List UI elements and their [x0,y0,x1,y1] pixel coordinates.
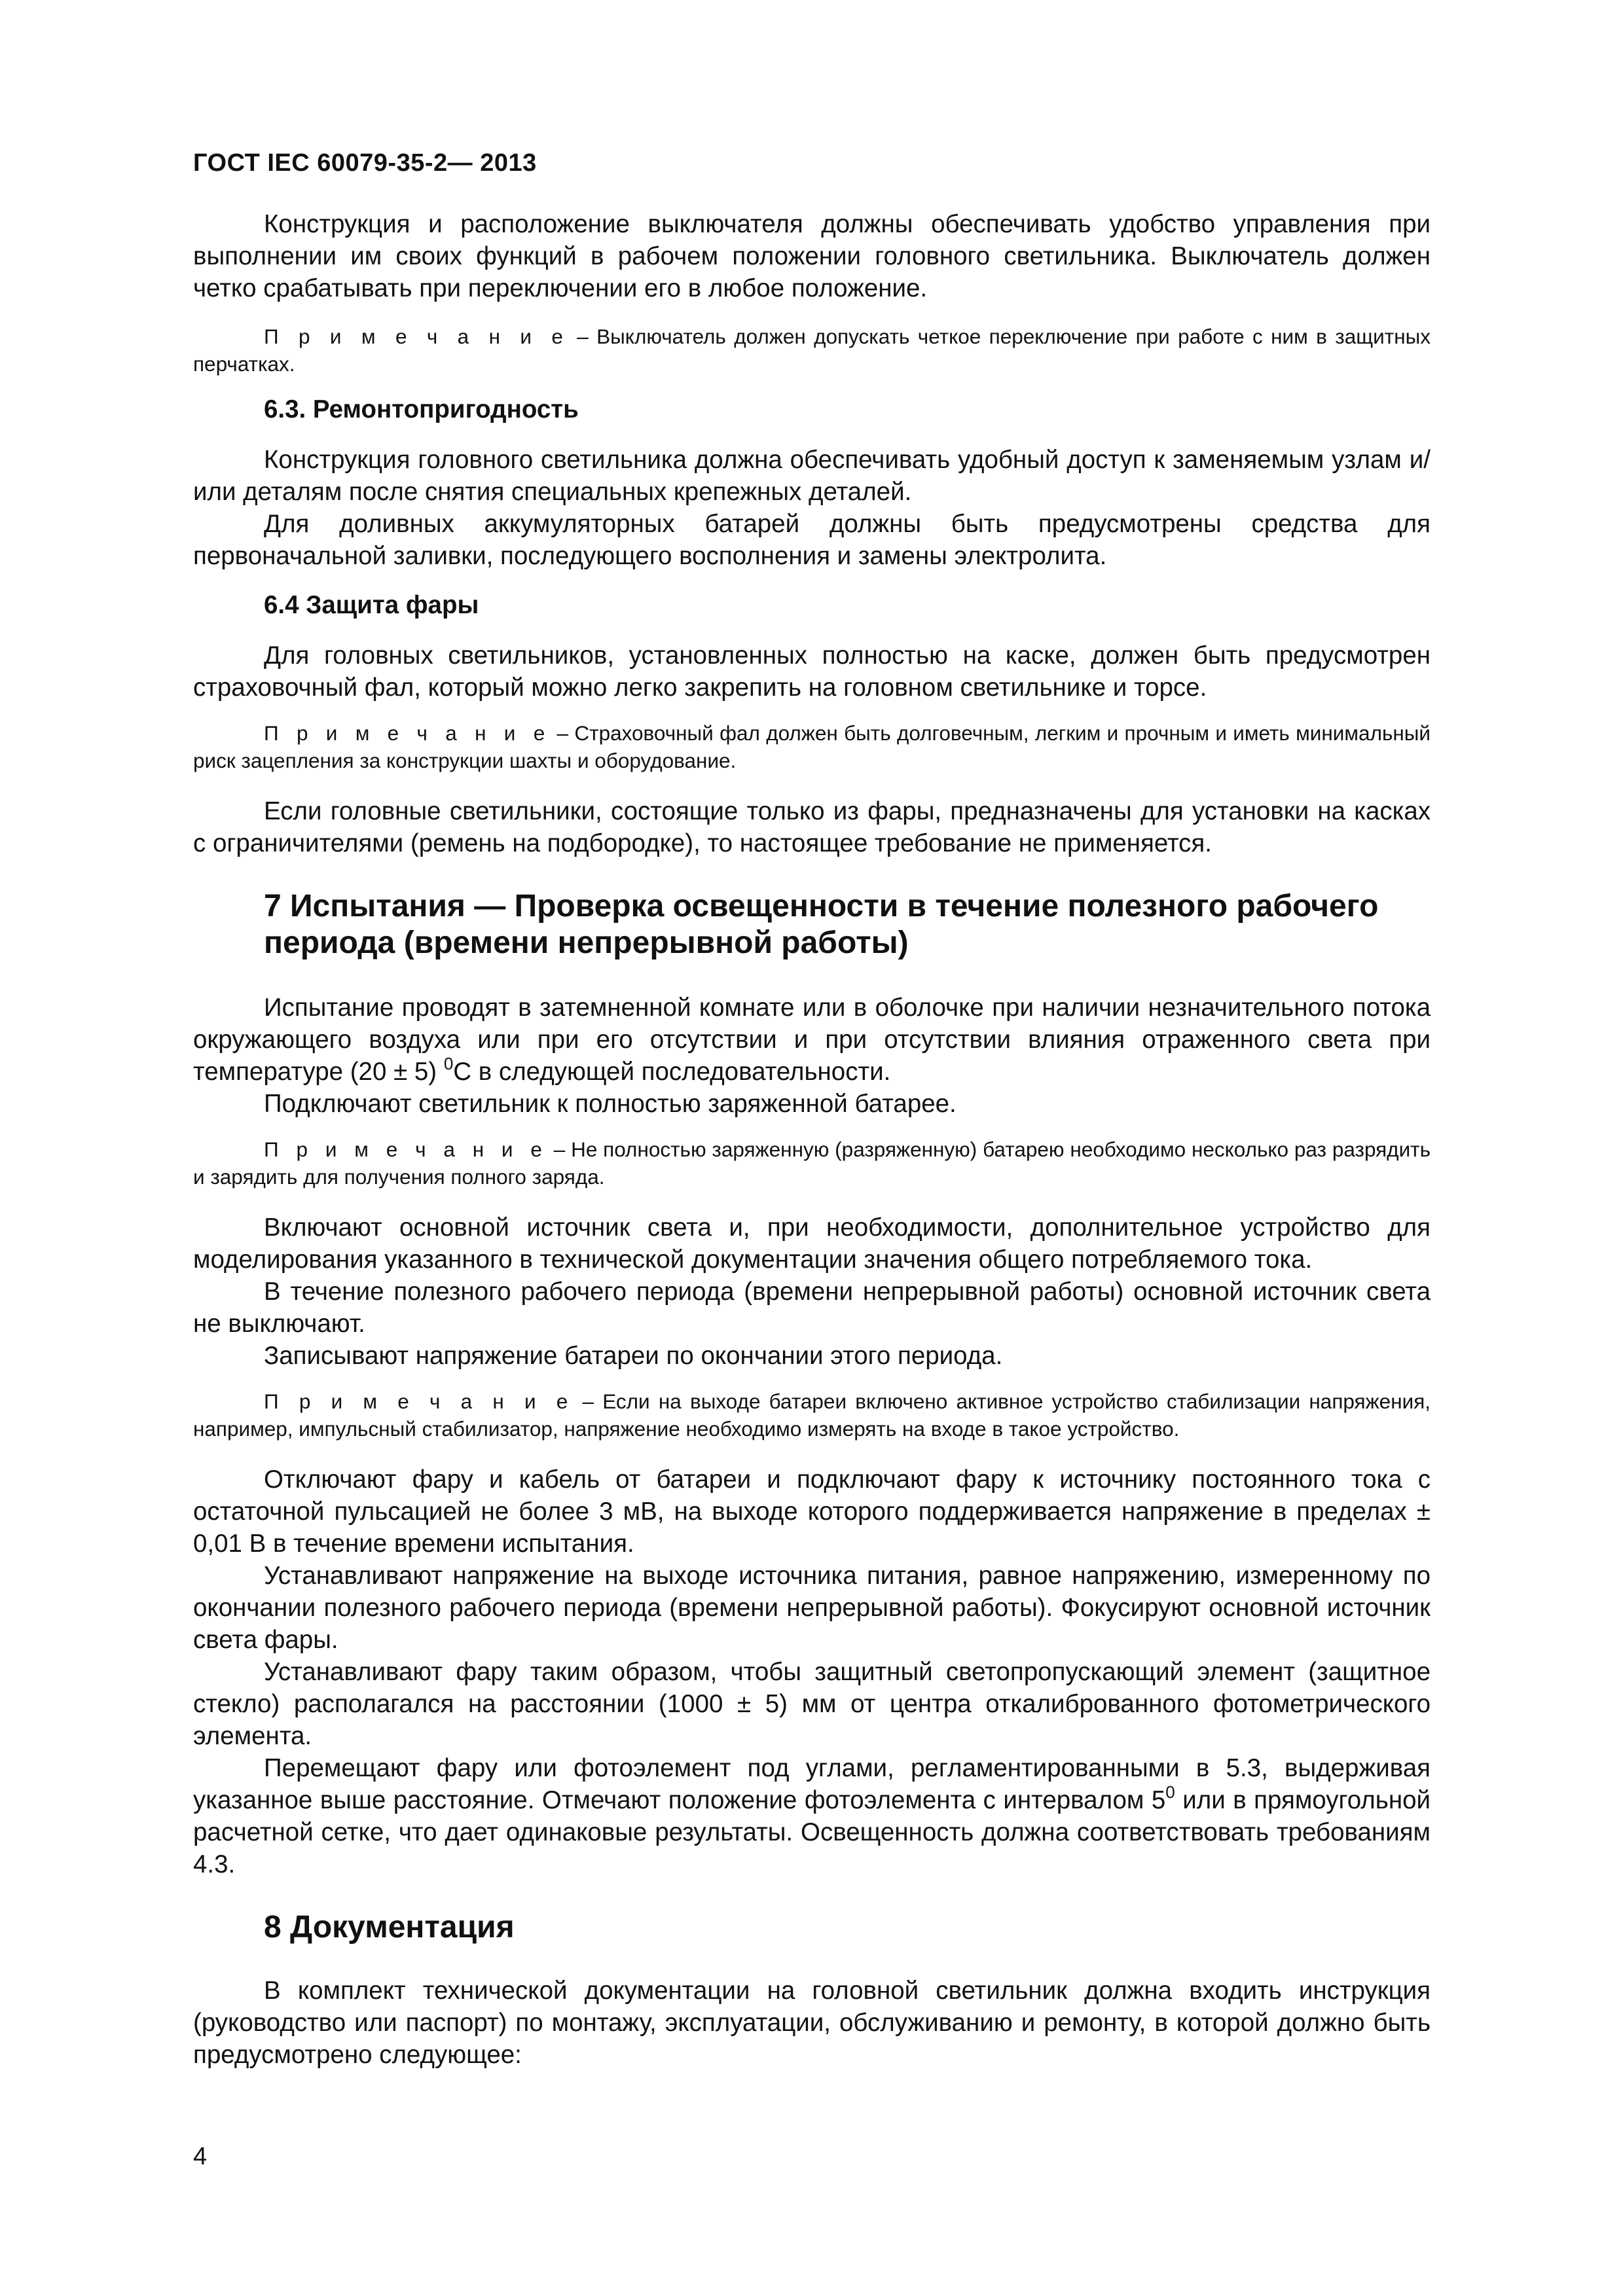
body-paragraph [193,1463,1431,1560]
block-text: Устанавливают напряжение на выходе источника питания, равное напряжению, измеренному по окончании полезного рабочего периода (времени непрерывной работы). Фокусируют основной источник света фары. [193,1562,1431,1654]
section-heading [193,888,1431,961]
subsection-heading [193,589,1431,621]
body-paragraph [193,1975,1431,2071]
block-text: 6.3. Ремонтопригодность [264,395,579,423]
note-label: П р и м е ч а н и е [264,325,569,348]
block-text: Если головные светильники, состоящие только из фары, предназначены для установки на касках с ограничителями (ремень на подбородке), то настоящее требование не применяется. [193,797,1431,857]
body-paragraph [193,1276,1431,1340]
note-label: П р и м е ч а н и е [264,1138,548,1161]
block-text-after: или в прямоугольной расчетной сетке, что дает одинаковые результаты. Освещенность должна соответствовать требованиям 4.3. [193,1786,1431,1878]
page-number: 4 [193,2143,208,2170]
body-paragraph [193,639,1431,704]
note-label: П р и м е ч а н и е [264,1390,574,1413]
body-paragraph [193,1752,1431,1880]
document-body [193,208,1431,2071]
block-text: Включают основной источник света и, при необходимости, дополнительное устройство для моделирования указанного в технической документации значения общего потребляемого тока. [193,1213,1431,1274]
body-paragraph [193,1656,1431,1752]
body-paragraph [193,208,1431,304]
section-heading [193,1909,1431,1946]
subsection-heading [193,393,1431,425]
block-text: – Если на выходе батареи включено активное устройство стабилизации напряжения, например, импульсный стабилизатор, напряжение необходимо измерять на входе в такое устройство. [193,1390,1431,1441]
block-text: Устанавливают фару таким образом, чтобы защитный светопропускающий элемент (защитное стекло) располагался на расстоянии (1000 ± 5) мм от центра откалиброванного фотометрического элемента. [193,1658,1431,1750]
body-paragraph [193,1560,1431,1656]
block-text-after: С в следующей последовательности. [453,1058,891,1086]
note-paragraph [193,719,1431,774]
block-text: 6.4 Защита фары [264,591,479,619]
body-paragraph [193,795,1431,859]
block-text: Отключают фару и кабель от батареи и подключают фару к источнику постоянного тока с остаточной пульсацией не более 3 мВ, на выходе которого поддерживается напряжение в пределах ± 0,01 В в течение времени испытания. [193,1465,1431,1558]
block-text: Для доливных аккумуляторных батарей должны быть предусмотрены средства для первоначальной заливки, последующего восполнения и замены электролита. [193,510,1431,570]
block-text: 7 Испытания — Проверка освещенности в течение полезного рабочего периода (времени непрерывной работы) [264,889,1379,960]
body-paragraph [193,444,1431,508]
body-paragraph [193,992,1431,1088]
body-paragraph [193,1088,1431,1120]
block-text: Конструкция и расположение выключателя должны обеспечивать удобство управления при выполнении им своих функций в рабочем положении головного светильника. Выключатель должен четко срабатывать при переключении его в любое положение. [193,210,1431,302]
document-header: ГОСТ IEC 60079-35-2— 2013 [193,149,537,177]
block-text: Перемещают фару или фотоэлемент под углами, регламентированными в 5.3, выдерживая указанное выше расстояние. Отмечают положение фотоэлемента с интервалом 5 [193,1754,1431,1814]
block-text: Для головных светильников, установленных полностью на каске, должен быть предусмотрен страховочный фал, который можно легко закрепить на головном светильнике и торсе. [193,641,1431,702]
body-paragraph [193,1340,1431,1372]
note-label: П р и м е ч а н и е [264,721,551,745]
block-text: – Не полностью заряженную (разряженную) батарею необходимо несколько раз разрядить и зарядить для получения полного заряда. [193,1138,1431,1189]
block-text: – Страховочный фал должен быть долговечным, легким и прочным и иметь минимальный риск зацепления за конструкции шахты и оборудование. [193,721,1431,772]
block-text: – Выключатель должен допускать четкое переключение при работе с ним в защитных перчатках. [193,325,1431,376]
note-paragraph [193,1388,1431,1443]
block-text: Испытание проводят в затемненной комнате или в оболочке при наличии незначительного потока окружающего воздуха или при его отсутствии и при отсутствии влияния отраженного света при температуре (20 ± 5) [193,994,1431,1086]
block-text: Конструкция головного светильника должна обеспечивать удобный доступ к заменяемым узлам и/или деталям после снятия специальных крепежных деталей. [193,446,1431,506]
body-paragraph [193,508,1431,572]
note-paragraph [193,323,1431,378]
superscript: 0 [443,1054,454,1074]
block-text: Подключают светильник к полностью заряженной батарее. [264,1090,957,1118]
block-text: Записывают напряжение батареи по окончании этого периода. [264,1342,1003,1370]
block-text: 8 Документация [264,1910,515,1945]
superscript: 0 [1165,1782,1175,1803]
block-text: В течение полезного рабочего периода (времени непрерывной работы) основной источник света не выключают. [193,1278,1431,1338]
note-paragraph [193,1136,1431,1191]
body-paragraph [193,1211,1431,1276]
block-text: В комплект технической документации на головной светильник должна входить инструкция (руководство или паспорт) по монтажу, эксплуатации, обслуживанию и ремонту, в которой должно быть предусмотрено следующее: [193,1977,1431,2069]
